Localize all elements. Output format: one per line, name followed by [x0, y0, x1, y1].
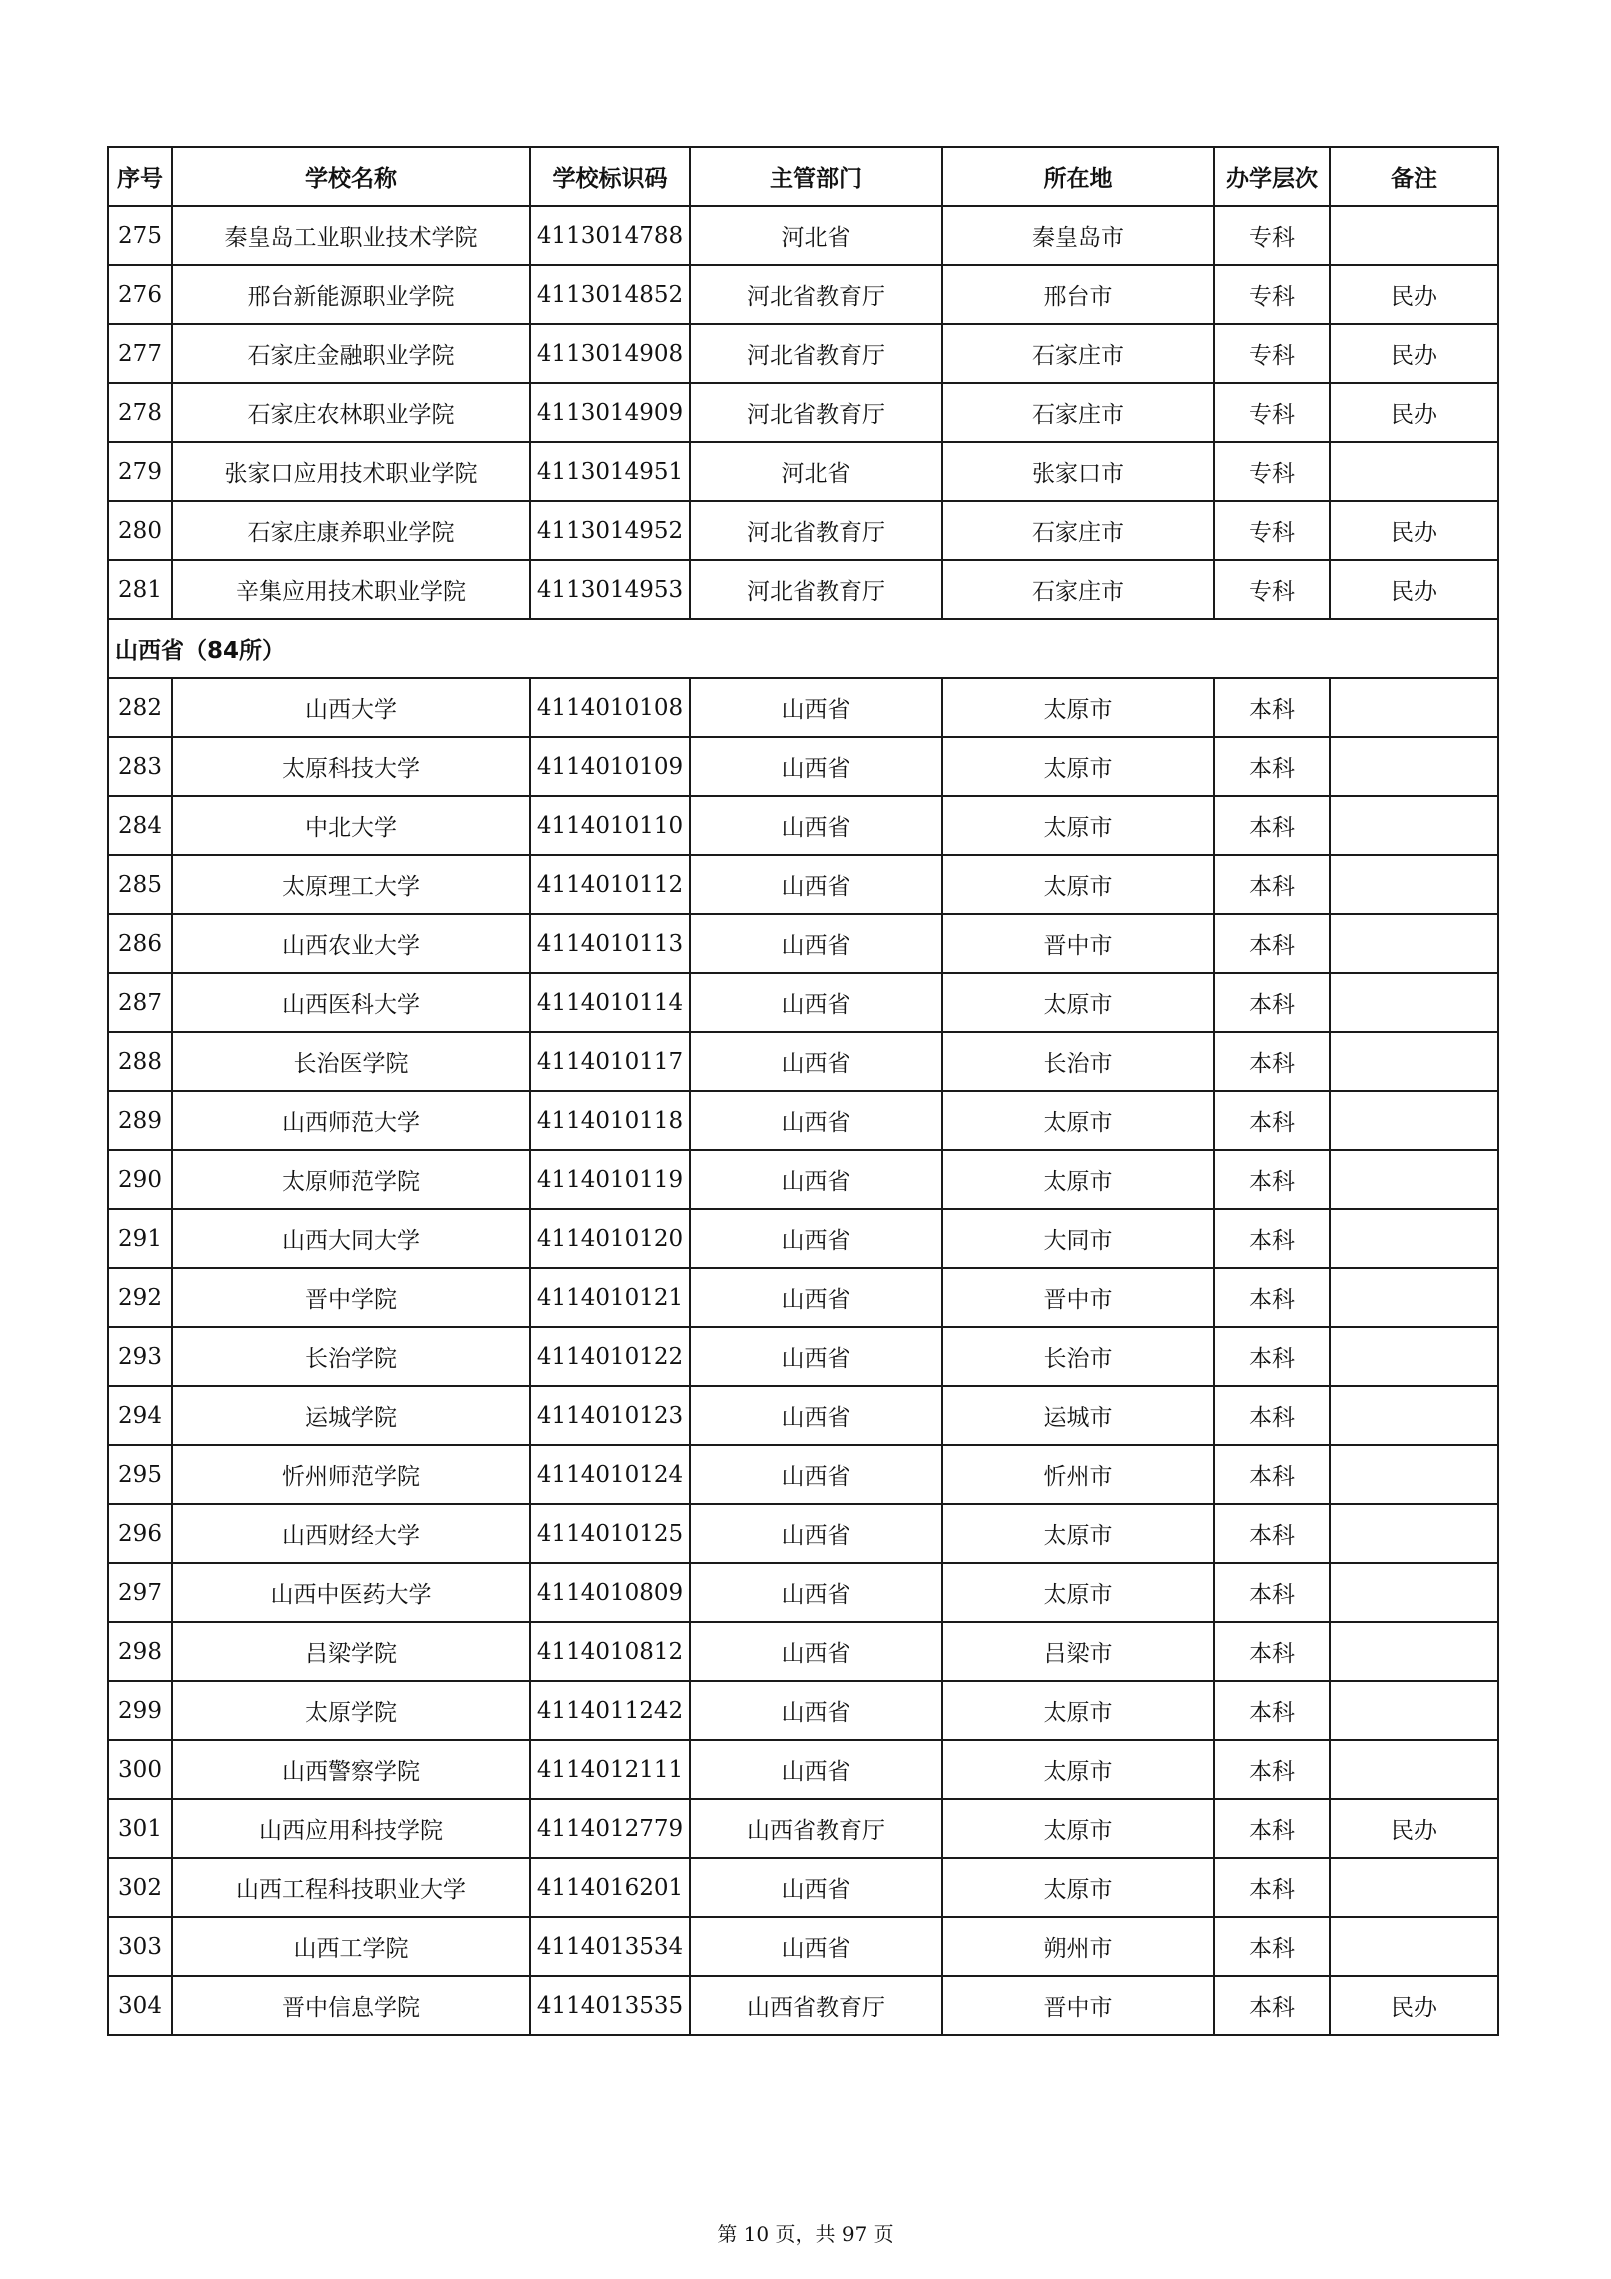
- cell-school-code: 4114010112: [530, 855, 690, 914]
- cell-location: 长治市: [942, 1327, 1214, 1386]
- cell-level: 本科: [1214, 737, 1330, 796]
- cell-school-name: 运城学院: [172, 1386, 530, 1445]
- cell-school-name: 秦皇岛工业职业技术学院: [172, 206, 530, 265]
- cell-location: 长治市: [942, 1032, 1214, 1091]
- cell-index: 275: [108, 206, 172, 265]
- cell-level: 专科: [1214, 265, 1330, 324]
- cell-school-code: 4113014952: [530, 501, 690, 560]
- cell-school-code: 4114010117: [530, 1032, 690, 1091]
- cell-remark: [1330, 796, 1498, 855]
- cell-school-code: 4113014788: [530, 206, 690, 265]
- table-row: [108, 914, 1498, 973]
- table-row: [108, 1976, 1498, 2035]
- table-row: [108, 442, 1498, 501]
- cell-school-code: 4114010125: [530, 1504, 690, 1563]
- table-row: [108, 324, 1498, 383]
- cell-school-name: 辛集应用技术职业学院: [172, 560, 530, 619]
- cell-location: 太原市: [942, 1681, 1214, 1740]
- header-department: 主管部门: [690, 147, 942, 206]
- cell-level: 本科: [1214, 1858, 1330, 1917]
- table-row: [108, 1445, 1498, 1504]
- cell-department: 河北省: [690, 442, 942, 501]
- cell-department: 山西省: [690, 1740, 942, 1799]
- table-row: [108, 560, 1498, 619]
- cell-level: 本科: [1214, 1386, 1330, 1445]
- cell-location: 太原市: [942, 1740, 1214, 1799]
- cell-department: 山西省: [690, 1858, 942, 1917]
- cell-department: 山西省: [690, 973, 942, 1032]
- cell-school-name: 石家庄康养职业学院: [172, 501, 530, 560]
- cell-index: 291: [108, 1209, 172, 1268]
- cell-department: 山西省: [690, 1032, 942, 1091]
- cell-school-name: 晋中信息学院: [172, 1976, 530, 2035]
- cell-school-name: 山西师范大学: [172, 1091, 530, 1150]
- cell-school-code: 4114010119: [530, 1150, 690, 1209]
- cell-index: 278: [108, 383, 172, 442]
- cell-location: 晋中市: [942, 914, 1214, 973]
- cell-index: 281: [108, 560, 172, 619]
- table-row: [108, 1209, 1498, 1268]
- cell-school-code: 4114010812: [530, 1622, 690, 1681]
- table-row: [108, 1681, 1498, 1740]
- cell-school-name: 石家庄金融职业学院: [172, 324, 530, 383]
- page-footer: 第 10 页，共 97 页: [717, 2222, 894, 2246]
- table-row: [108, 1032, 1498, 1091]
- cell-location: 太原市: [942, 1091, 1214, 1150]
- cell-location: 张家口市: [942, 442, 1214, 501]
- cell-level: 本科: [1214, 1917, 1330, 1976]
- cell-level: 本科: [1214, 1563, 1330, 1622]
- cell-school-code: 4114010108: [530, 678, 690, 737]
- cell-school-name: 山西中医药大学: [172, 1563, 530, 1622]
- cell-level: 专科: [1214, 324, 1330, 383]
- cell-location: 吕梁市: [942, 1622, 1214, 1681]
- table-row: [108, 1563, 1498, 1622]
- cell-remark: [1330, 678, 1498, 737]
- cell-remark: [1330, 1091, 1498, 1150]
- cell-index: 303: [108, 1917, 172, 1976]
- cell-department: 山西省: [690, 855, 942, 914]
- cell-school-name: 山西应用科技学院: [172, 1799, 530, 1858]
- cell-location: 太原市: [942, 855, 1214, 914]
- table-header-row: [108, 147, 1498, 206]
- cell-department: 山西省: [690, 914, 942, 973]
- cell-level: 本科: [1214, 973, 1330, 1032]
- cell-school-code: 4114010110: [530, 796, 690, 855]
- table-row: [108, 973, 1498, 1032]
- cell-index: 301: [108, 1799, 172, 1858]
- cell-remark: 民办: [1330, 383, 1498, 442]
- cell-level: 本科: [1214, 1327, 1330, 1386]
- cell-location: 太原市: [942, 1150, 1214, 1209]
- table-row: [108, 737, 1498, 796]
- section-row: [108, 619, 1498, 678]
- cell-school-name: 太原学院: [172, 1681, 530, 1740]
- table-row: [108, 796, 1498, 855]
- cell-level: 本科: [1214, 1681, 1330, 1740]
- cell-level: 本科: [1214, 678, 1330, 737]
- cell-school-code: 4114010122: [530, 1327, 690, 1386]
- cell-location: 朔州市: [942, 1917, 1214, 1976]
- cell-remark: [1330, 1504, 1498, 1563]
- cell-remark: 民办: [1330, 324, 1498, 383]
- cell-school-name: 太原理工大学: [172, 855, 530, 914]
- cell-remark: [1330, 1386, 1498, 1445]
- cell-index: 286: [108, 914, 172, 973]
- cell-school-name: 邢台新能源职业学院: [172, 265, 530, 324]
- cell-index: 282: [108, 678, 172, 737]
- cell-department: 河北省教育厅: [690, 501, 942, 560]
- cell-school-code: 4113014909: [530, 383, 690, 442]
- cell-level: 本科: [1214, 1740, 1330, 1799]
- cell-location: 运城市: [942, 1386, 1214, 1445]
- cell-school-name: 张家口应用技术职业学院: [172, 442, 530, 501]
- cell-department: 河北省教育厅: [690, 560, 942, 619]
- cell-level: 本科: [1214, 1799, 1330, 1858]
- cell-school-name: 太原师范学院: [172, 1150, 530, 1209]
- cell-school-name: 石家庄农林职业学院: [172, 383, 530, 442]
- cell-school-name: 山西大学: [172, 678, 530, 737]
- cell-index: 296: [108, 1504, 172, 1563]
- cell-school-code: 4114011242: [530, 1681, 690, 1740]
- cell-remark: 民办: [1330, 265, 1498, 324]
- cell-school-name: 中北大学: [172, 796, 530, 855]
- cell-remark: [1330, 1563, 1498, 1622]
- cell-index: 289: [108, 1091, 172, 1150]
- cell-department: 山西省: [690, 1268, 942, 1327]
- cell-department: 山西省: [690, 1327, 942, 1386]
- table-row: [108, 1917, 1498, 1976]
- cell-school-code: 4114010809: [530, 1563, 690, 1622]
- cell-school-code: 4113014953: [530, 560, 690, 619]
- cell-school-name: 吕梁学院: [172, 1622, 530, 1681]
- cell-school-name: 晋中学院: [172, 1268, 530, 1327]
- cell-level: 本科: [1214, 1504, 1330, 1563]
- cell-level: 专科: [1214, 442, 1330, 501]
- header-school-code: 学校标识码: [530, 147, 690, 206]
- cell-location: 秦皇岛市: [942, 206, 1214, 265]
- cell-school-name: 山西警察学院: [172, 1740, 530, 1799]
- table-row: [108, 1622, 1498, 1681]
- cell-remark: [1330, 442, 1498, 501]
- cell-school-name: 山西农业大学: [172, 914, 530, 973]
- cell-department: 山西省: [690, 1445, 942, 1504]
- cell-index: 293: [108, 1327, 172, 1386]
- cell-remark: [1330, 855, 1498, 914]
- cell-index: 280: [108, 501, 172, 560]
- table-row: [108, 1327, 1498, 1386]
- cell-school-code: 4114016201: [530, 1858, 690, 1917]
- cell-index: 298: [108, 1622, 172, 1681]
- cell-school-name: 山西工程科技职业大学: [172, 1858, 530, 1917]
- cell-school-code: 4114012111: [530, 1740, 690, 1799]
- cell-remark: 民办: [1330, 1799, 1498, 1858]
- cell-school-code: 4114010121: [530, 1268, 690, 1327]
- cell-location: 石家庄市: [942, 324, 1214, 383]
- cell-location: 邢台市: [942, 265, 1214, 324]
- cell-index: 277: [108, 324, 172, 383]
- cell-level: 本科: [1214, 1268, 1330, 1327]
- header-level: 办学层次: [1214, 147, 1330, 206]
- cell-remark: [1330, 914, 1498, 973]
- cell-remark: [1330, 737, 1498, 796]
- cell-index: 292: [108, 1268, 172, 1327]
- cell-department: 山西省教育厅: [690, 1799, 942, 1858]
- cell-school-code: 4114010109: [530, 737, 690, 796]
- table-row: [108, 501, 1498, 560]
- cell-school-code: 4114013535: [530, 1976, 690, 2035]
- cell-school-code: 4113014951: [530, 442, 690, 501]
- cell-remark: [1330, 1268, 1498, 1327]
- cell-index: 304: [108, 1976, 172, 2035]
- cell-department: 山西省: [690, 1091, 942, 1150]
- cell-index: 297: [108, 1563, 172, 1622]
- table-row: [108, 1091, 1498, 1150]
- cell-index: 295: [108, 1445, 172, 1504]
- cell-level: 本科: [1214, 855, 1330, 914]
- cell-school-name: 山西大同大学: [172, 1209, 530, 1268]
- cell-school-name: 忻州师范学院: [172, 1445, 530, 1504]
- cell-department: 河北省: [690, 206, 942, 265]
- cell-department: 山西省: [690, 1386, 942, 1445]
- cell-remark: [1330, 973, 1498, 1032]
- cell-department: 山西省: [690, 678, 942, 737]
- cell-remark: 民办: [1330, 1976, 1498, 2035]
- cell-level: 本科: [1214, 1622, 1330, 1681]
- table-row: [108, 1150, 1498, 1209]
- province-section-label: 山西省（84所）: [108, 619, 1498, 678]
- cell-department: 山西省: [690, 1563, 942, 1622]
- cell-department: 山西省: [690, 1150, 942, 1209]
- table-row: [108, 678, 1498, 737]
- table-row: [108, 1740, 1498, 1799]
- cell-level: 专科: [1214, 383, 1330, 442]
- table-row: [108, 1799, 1498, 1858]
- cell-school-name: 长治学院: [172, 1327, 530, 1386]
- cell-location: 太原市: [942, 1504, 1214, 1563]
- cell-level: 本科: [1214, 1150, 1330, 1209]
- table-row: [108, 1504, 1498, 1563]
- cell-index: 284: [108, 796, 172, 855]
- cell-remark: 民办: [1330, 560, 1498, 619]
- cell-department: 山西省: [690, 1681, 942, 1740]
- cell-school-name: 山西财经大学: [172, 1504, 530, 1563]
- cell-remark: [1330, 1622, 1498, 1681]
- cell-index: 290: [108, 1150, 172, 1209]
- cell-index: 287: [108, 973, 172, 1032]
- table-row: [108, 206, 1498, 265]
- cell-remark: [1330, 1917, 1498, 1976]
- cell-index: 294: [108, 1386, 172, 1445]
- header-location: 所在地: [942, 147, 1214, 206]
- cell-school-code: 4113014908: [530, 324, 690, 383]
- cell-location: 大同市: [942, 1209, 1214, 1268]
- cell-department: 河北省教育厅: [690, 324, 942, 383]
- cell-school-code: 4114013534: [530, 1917, 690, 1976]
- cell-remark: [1330, 1209, 1498, 1268]
- cell-level: 本科: [1214, 914, 1330, 973]
- cell-level: 本科: [1214, 1209, 1330, 1268]
- cell-remark: [1330, 1445, 1498, 1504]
- cell-index: 302: [108, 1858, 172, 1917]
- cell-level: 专科: [1214, 206, 1330, 265]
- cell-level: 本科: [1214, 1032, 1330, 1091]
- cell-department: 山西省: [690, 1504, 942, 1563]
- cell-level: 本科: [1214, 1976, 1330, 2035]
- cell-location: 太原市: [942, 1858, 1214, 1917]
- table-row: [108, 383, 1498, 442]
- cell-department: 河北省教育厅: [690, 265, 942, 324]
- table-row: [108, 1858, 1498, 1917]
- header-school-name: 学校名称: [172, 147, 530, 206]
- cell-level: 本科: [1214, 1445, 1330, 1504]
- cell-school-code: 4114010118: [530, 1091, 690, 1150]
- cell-location: 忻州市: [942, 1445, 1214, 1504]
- cell-level: 本科: [1214, 796, 1330, 855]
- cell-school-code: 4114010123: [530, 1386, 690, 1445]
- cell-level: 专科: [1214, 501, 1330, 560]
- cell-location: 太原市: [942, 1799, 1214, 1858]
- cell-remark: [1330, 1858, 1498, 1917]
- cell-remark: [1330, 1327, 1498, 1386]
- cell-location: 太原市: [942, 973, 1214, 1032]
- cell-location: 太原市: [942, 737, 1214, 796]
- cell-department: 山西省: [690, 1622, 942, 1681]
- cell-location: 石家庄市: [942, 560, 1214, 619]
- table-body: [108, 206, 1498, 2035]
- cell-school-name: 太原科技大学: [172, 737, 530, 796]
- cell-school-code: 4114010114: [530, 973, 690, 1032]
- cell-department: 山西省: [690, 737, 942, 796]
- cell-remark: 民办: [1330, 501, 1498, 560]
- cell-index: 300: [108, 1740, 172, 1799]
- cell-location: 太原市: [942, 678, 1214, 737]
- cell-index: 288: [108, 1032, 172, 1091]
- cell-school-code: 4114012779: [530, 1799, 690, 1858]
- header-index: 序号: [108, 147, 172, 206]
- cell-remark: [1330, 206, 1498, 265]
- table-row: [108, 855, 1498, 914]
- table-row: [108, 1386, 1498, 1445]
- cell-remark: [1330, 1740, 1498, 1799]
- cell-school-code: 4114010113: [530, 914, 690, 973]
- cell-school-code: 4114010120: [530, 1209, 690, 1268]
- cell-school-code: 4113014852: [530, 265, 690, 324]
- cell-index: 285: [108, 855, 172, 914]
- cell-index: 283: [108, 737, 172, 796]
- cell-school-code: 4114010124: [530, 1445, 690, 1504]
- cell-index: 276: [108, 265, 172, 324]
- cell-location: 太原市: [942, 796, 1214, 855]
- school-list-table: [107, 146, 1499, 2036]
- cell-index: 299: [108, 1681, 172, 1740]
- cell-location: 石家庄市: [942, 501, 1214, 560]
- cell-department: 河北省教育厅: [690, 383, 942, 442]
- school-list-table-container: [107, 146, 1497, 2036]
- cell-location: 晋中市: [942, 1268, 1214, 1327]
- cell-location: 晋中市: [942, 1976, 1214, 2035]
- cell-school-name: 山西医科大学: [172, 973, 530, 1032]
- cell-remark: [1330, 1032, 1498, 1091]
- cell-remark: [1330, 1681, 1498, 1740]
- table-row: [108, 1268, 1498, 1327]
- cell-level: 本科: [1214, 1091, 1330, 1150]
- cell-index: 279: [108, 442, 172, 501]
- cell-location: 太原市: [942, 1563, 1214, 1622]
- header-remark: 备注: [1330, 147, 1498, 206]
- cell-location: 石家庄市: [942, 383, 1214, 442]
- cell-school-name: 长治医学院: [172, 1032, 530, 1091]
- cell-department: 山西省教育厅: [690, 1976, 942, 2035]
- cell-school-name: 山西工学院: [172, 1917, 530, 1976]
- cell-level: 专科: [1214, 560, 1330, 619]
- cell-remark: [1330, 1150, 1498, 1209]
- cell-department: 山西省: [690, 796, 942, 855]
- table-row: [108, 265, 1498, 324]
- cell-department: 山西省: [690, 1917, 942, 1976]
- cell-department: 山西省: [690, 1209, 942, 1268]
